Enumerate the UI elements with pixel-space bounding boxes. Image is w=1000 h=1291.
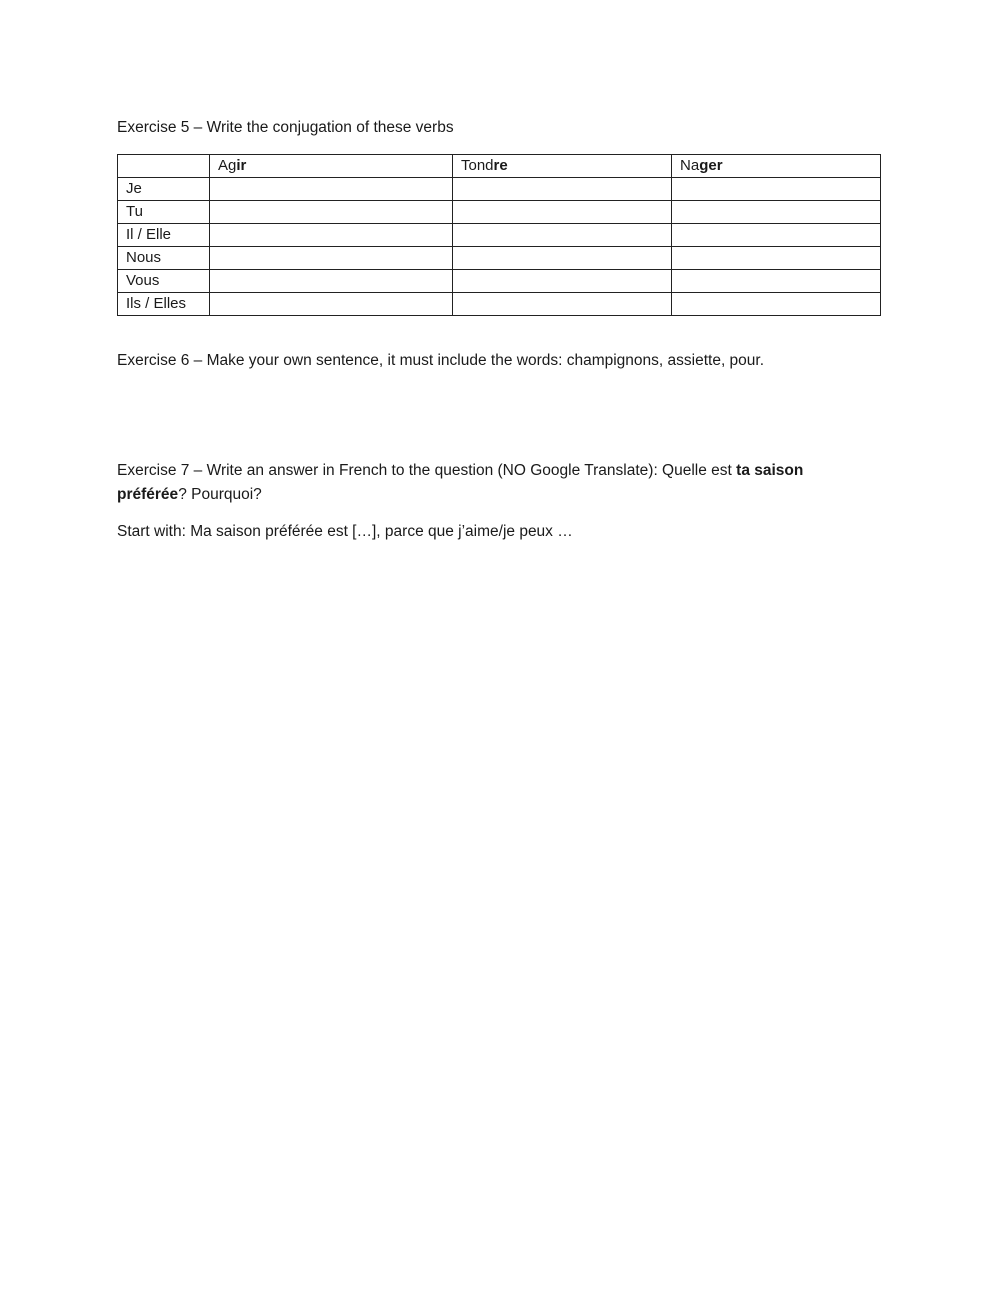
exercise-6-heading: Exercise 6 – Make your own sentence, it must include the words: champignons, assiette, pour. [117, 352, 765, 369]
pronoun-cell: Vous [118, 270, 210, 293]
answer-cell[interactable] [672, 201, 881, 224]
answer-cell[interactable] [453, 247, 672, 270]
exercise-7-prefix: Exercise 7 – Write an answer in French to the question (NO Google Translate): Quelle est [117, 462, 737, 479]
answer-cell[interactable] [672, 178, 881, 201]
table-row [118, 270, 881, 293]
pronoun-cell: Tu [118, 201, 210, 224]
answer-cell[interactable] [672, 293, 881, 316]
answer-cell[interactable] [210, 178, 453, 201]
table-row [118, 293, 881, 316]
exercise-7-heading [117, 459, 847, 507]
answer-cell[interactable] [453, 201, 672, 224]
table-row [118, 247, 881, 270]
verb-header-nager: Nager [672, 155, 881, 178]
answer-cell[interactable] [453, 224, 672, 247]
table-header-row [118, 155, 881, 178]
answer-cell[interactable] [210, 201, 453, 224]
answer-cell[interactable] [453, 270, 672, 293]
answer-cell[interactable] [210, 293, 453, 316]
exercise-7-suffix: ? Pourquoi? [178, 486, 262, 503]
answer-cell[interactable] [210, 247, 453, 270]
answer-cell[interactable] [672, 224, 881, 247]
exercise-7-bold: ta saison préférée [117, 462, 804, 503]
table-row [118, 201, 881, 224]
table-row [118, 178, 881, 201]
answer-cell[interactable] [672, 247, 881, 270]
answer-cell[interactable] [210, 270, 453, 293]
answer-cell[interactable] [453, 178, 672, 201]
answer-cell[interactable] [210, 224, 453, 247]
answer-cell[interactable] [453, 293, 672, 316]
pronoun-cell: Il / Elle [118, 224, 210, 247]
start-with-text: Start with: Ma saison préférée est […], parce que j’aime/je peux … [117, 523, 573, 540]
verb-header-tondre: Tondre [453, 155, 672, 178]
header-blank-cell [118, 155, 210, 178]
answer-cell[interactable] [672, 270, 881, 293]
verb-header-agir: Agir [210, 155, 453, 178]
pronoun-cell: Ils / Elles [118, 293, 210, 316]
conjugation-table [117, 154, 881, 316]
pronoun-cell: Nous [118, 247, 210, 270]
exercise-5-heading: Exercise 5 – Write the conjugation of these verbs [117, 119, 454, 136]
pronoun-cell: Je [118, 178, 210, 201]
table-row [118, 224, 881, 247]
